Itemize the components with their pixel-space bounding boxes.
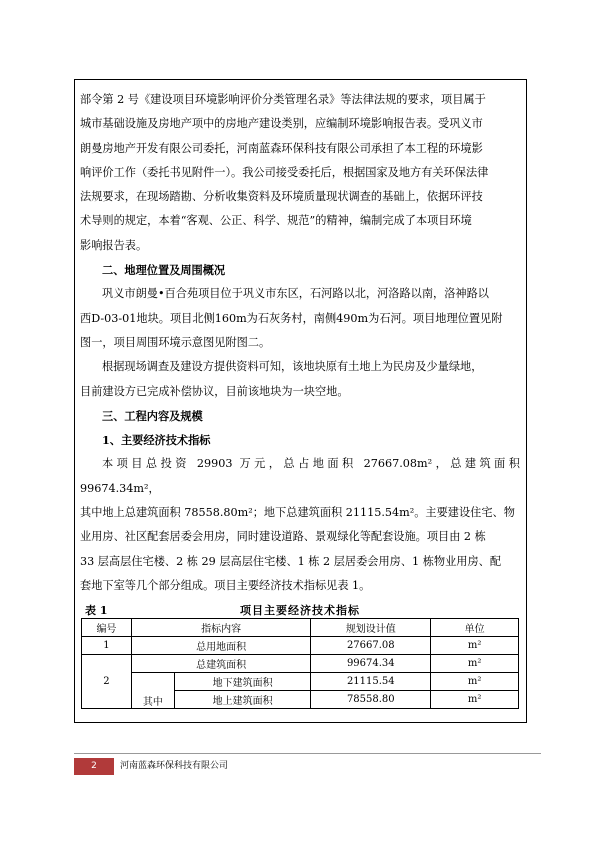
table-cell: 总用地面积 <box>131 637 311 655</box>
paragraph-line: 根据现场调查及建设方提供资料可知，该地块原有土地上为民房及少量绿地， <box>102 360 483 374</box>
paragraph-line: 目前建设方已完成补偿协议，目前该地块为一块空地。 <box>80 384 349 398</box>
header-cell: 编号 <box>82 619 132 637</box>
table-number: 表 1 <box>85 604 108 618</box>
footer-company-name: 河南蓝森环保科技有限公司 <box>120 761 229 771</box>
table-row <box>82 637 519 655</box>
paragraph-line: 法规要求，在现场踏勘、分析收集资料及环境质量现状调查的基础上，依据环评技 <box>80 190 483 204</box>
indicators-table <box>81 618 519 709</box>
paragraph-line: 图一，项目周围环境示意图见附图二。 <box>80 335 271 349</box>
table-caption <box>80 600 520 618</box>
table-cell: 2 <box>82 655 132 709</box>
table-title: 项目主要经济技术指标 <box>240 604 360 618</box>
table-cell: m² <box>431 637 519 655</box>
paragraph-line: 城市基础设施及房地产项中的房地产建设类别，应编制环境影响报告表。受巩义市 <box>80 117 483 131</box>
subsection-heading-indicators: 1、主要经济技术指标 <box>102 433 211 448</box>
table-cell: 地上建筑面积 <box>174 691 311 709</box>
table-cell: 其中 <box>131 673 174 709</box>
page-number-badge: 2 <box>74 758 114 775</box>
table-cell: 21115.54 <box>311 673 431 691</box>
table-cell: m² <box>431 655 519 673</box>
paragraph-line: 响评价工作（委托书见附件一）。我公司接受委托后，根据国家及地方有关环保法律 <box>80 165 489 179</box>
table-cell: 总建筑面积 <box>131 655 311 673</box>
paragraph-line: 其中地上总建筑面积 78558.80m²；地下总建筑面积 21115.54m²。主要建设住宅、物 <box>80 506 515 520</box>
header-cell: 指标内容 <box>131 619 311 637</box>
table-cell: m² <box>431 691 519 709</box>
section-heading-scope: 三、工程内容及规模 <box>102 408 203 423</box>
paragraph-line: 部令第 2 号《建设项目环境影响评价分类管理名录》等法律法规的要求，项目属于 <box>80 93 486 106</box>
paragraph-line: 33 层高层住宅楼、2 栋 29 层高层住宅楼、1 栋 2 层居委会用房、1 栋物业用房、配 <box>80 554 502 568</box>
paragraph-line: 西D-03-01地块。项目北侧160m为石灰务村，南侧490m为石河。项目地理位置见附 <box>80 311 503 325</box>
table-cell: m² <box>431 673 519 691</box>
paragraph-line: 巩义市朗曼•百合苑项目位于巩义市东区，石河路以北，河洛路以南，洛神路以 <box>102 287 489 301</box>
section-heading-location: 二、地理位置及周围概况 <box>102 263 226 278</box>
table-header-row <box>82 619 519 637</box>
paragraph-line: 本项目总投资 29903 万元，总占地面积 27667.08m²，总建筑面积 99674.34m²， <box>80 457 520 495</box>
footer-divider <box>74 753 541 754</box>
paragraph-line: 朗曼房地产开发有限公司委托，河南蓝森环保科技有限公司承担了本工程的环境影 <box>80 141 483 155</box>
table-row <box>82 655 519 673</box>
table-cell: 78558.80 <box>311 691 431 709</box>
page-content <box>80 88 520 709</box>
table-row <box>82 673 519 691</box>
paragraph-line: 影响报告表。 <box>80 238 148 252</box>
table-cell: 27667.08 <box>311 637 431 655</box>
header-cell: 单位 <box>431 619 519 637</box>
table-cell: 1 <box>82 637 132 655</box>
table-cell: 地下建筑面积 <box>174 673 311 691</box>
paragraph-line: 套地下室等几个部分组成。项目主要经济技术指标见表 1。 <box>80 578 371 592</box>
paragraph-line: 业用房、社区配套居委会用房，同时建设道路、景观绿化等配套设施。项目由 2 栋 <box>80 530 486 544</box>
table-cell: 99674.34 <box>311 655 431 673</box>
paragraph-line: 术导则的规定，本着“客观、公正、科学、规范”的精神，编制完成了本项目环境 <box>80 214 472 228</box>
header-cell: 规划设计值 <box>311 619 431 637</box>
